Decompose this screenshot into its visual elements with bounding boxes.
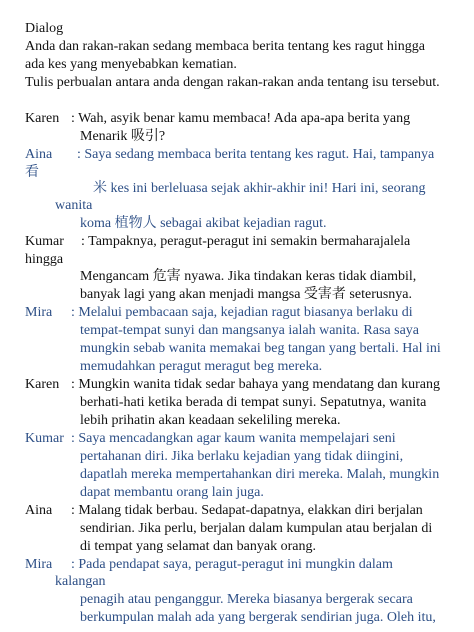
intro-line-1: Anda dan rakan-rakan sedang membaca berita tentang kes ragut hingga: [25, 39, 425, 54]
dialog-line: berhati-hati ketika berada di tempat sunyi. Sepatutnya, wanita: [80, 395, 427, 410]
dialog-line: : Tampaknya, peragut-peragut ini semakin bermaharajalela: [81, 234, 411, 249]
intro-line-2: ada kes yang menyebabkan kematian.: [25, 57, 237, 72]
speaker-aina: Aina: [25, 147, 53, 162]
dialog-line: : Melalui pembacaan saja, kejadian ragut biasanya berlaku di: [71, 305, 413, 320]
speaker-kumar: Kumar: [25, 431, 64, 446]
dialog-line: mungkin sebab wanita memakai beg tangan yang bertali. Hal ini: [80, 341, 441, 356]
dialog-line: dapatlah mereka mempertahankan diri mereka. Malah, mungkin: [80, 467, 440, 482]
dialog-line: lebih prihatin akan keadaan sekeliling mereka.: [80, 413, 341, 428]
dialog-line: : Saya sedang membaca berita tentang kes ragut. Hai, tampanya: [77, 147, 435, 162]
dialog-line: dapat membantu orang lain juga.: [80, 485, 264, 500]
dialog-line: sendirian. Jika perlu, berjalan dalam kumpulan atau berjalan di: [80, 521, 433, 536]
dialog-line: wanita: [55, 198, 93, 213]
dialog-line: hingga: [25, 252, 64, 267]
dialog-line: pertahanan diri. Jika berlaku kejadian yang tidak diingini,: [80, 449, 404, 464]
dialog-line: : Pada pendapat saya, peragut-peragut ini mungkin dalam: [71, 557, 393, 572]
dialog-line: penagih atau penganggur. Mereka biasanya bergerak secara: [80, 592, 413, 607]
dialog-line: 看: [25, 165, 39, 180]
speaker-aina: Aina: [25, 503, 53, 518]
dialog-line: Mengancam 危害 nyawa. Jika tindakan keras tidak diambil,: [80, 269, 417, 284]
dialog-line: : Saya mencadangkan agar kaum wanita mempelajari seni: [71, 431, 396, 446]
speaker-mira: Mira: [25, 305, 53, 320]
dialog-line: : Wah, asyik benar kamu membaca! Ada apa-apa berita yang: [71, 111, 411, 126]
dialog-line: banyak lagi yang akan menjadi mangsa 受害者 seterusnya.: [80, 287, 413, 302]
dialog-line: Menarik 吸引?: [80, 129, 166, 144]
dialog-line: kalangan: [55, 574, 106, 589]
dialog-line: memudahkan peragut meragut beg mereka.: [80, 359, 323, 374]
speaker-karen: Karen: [25, 111, 60, 126]
speaker-mira: Mira: [25, 557, 53, 572]
intro-line-3: Tulis perbualan antara anda dengan rakan-rakan anda tentang isu tersebut.: [25, 75, 440, 90]
dialog-heading: Dialog: [25, 21, 64, 36]
dialog-line: berkumpulan malah ada yang bergerak sendirian juga. Oleh itu,: [80, 610, 436, 625]
dialog-line: di tempat yang selamat dan banyak orang.: [80, 539, 316, 554]
dialog-line: : Mungkin wanita tidak sedar bahaya yang mendatang dan kurang: [71, 377, 440, 392]
dialog-line: 米 kes ini berleluasa sejak akhir-akhir ini! Hari ini, seorang: [93, 181, 426, 196]
dialog-line: : Malang tidak berbau. Sedapat-dapatnya, elakkan diri berjalan: [71, 503, 423, 518]
speaker-kumar: Kumar: [25, 234, 64, 249]
dialog-line: tempat-tempat sunyi dan mangsanya ialah wanita. Rasa saya: [80, 323, 420, 338]
speaker-karen: Karen: [25, 377, 60, 392]
dialog-line: koma 植物人 sebagai akibat kejadian ragut.: [80, 216, 327, 231]
